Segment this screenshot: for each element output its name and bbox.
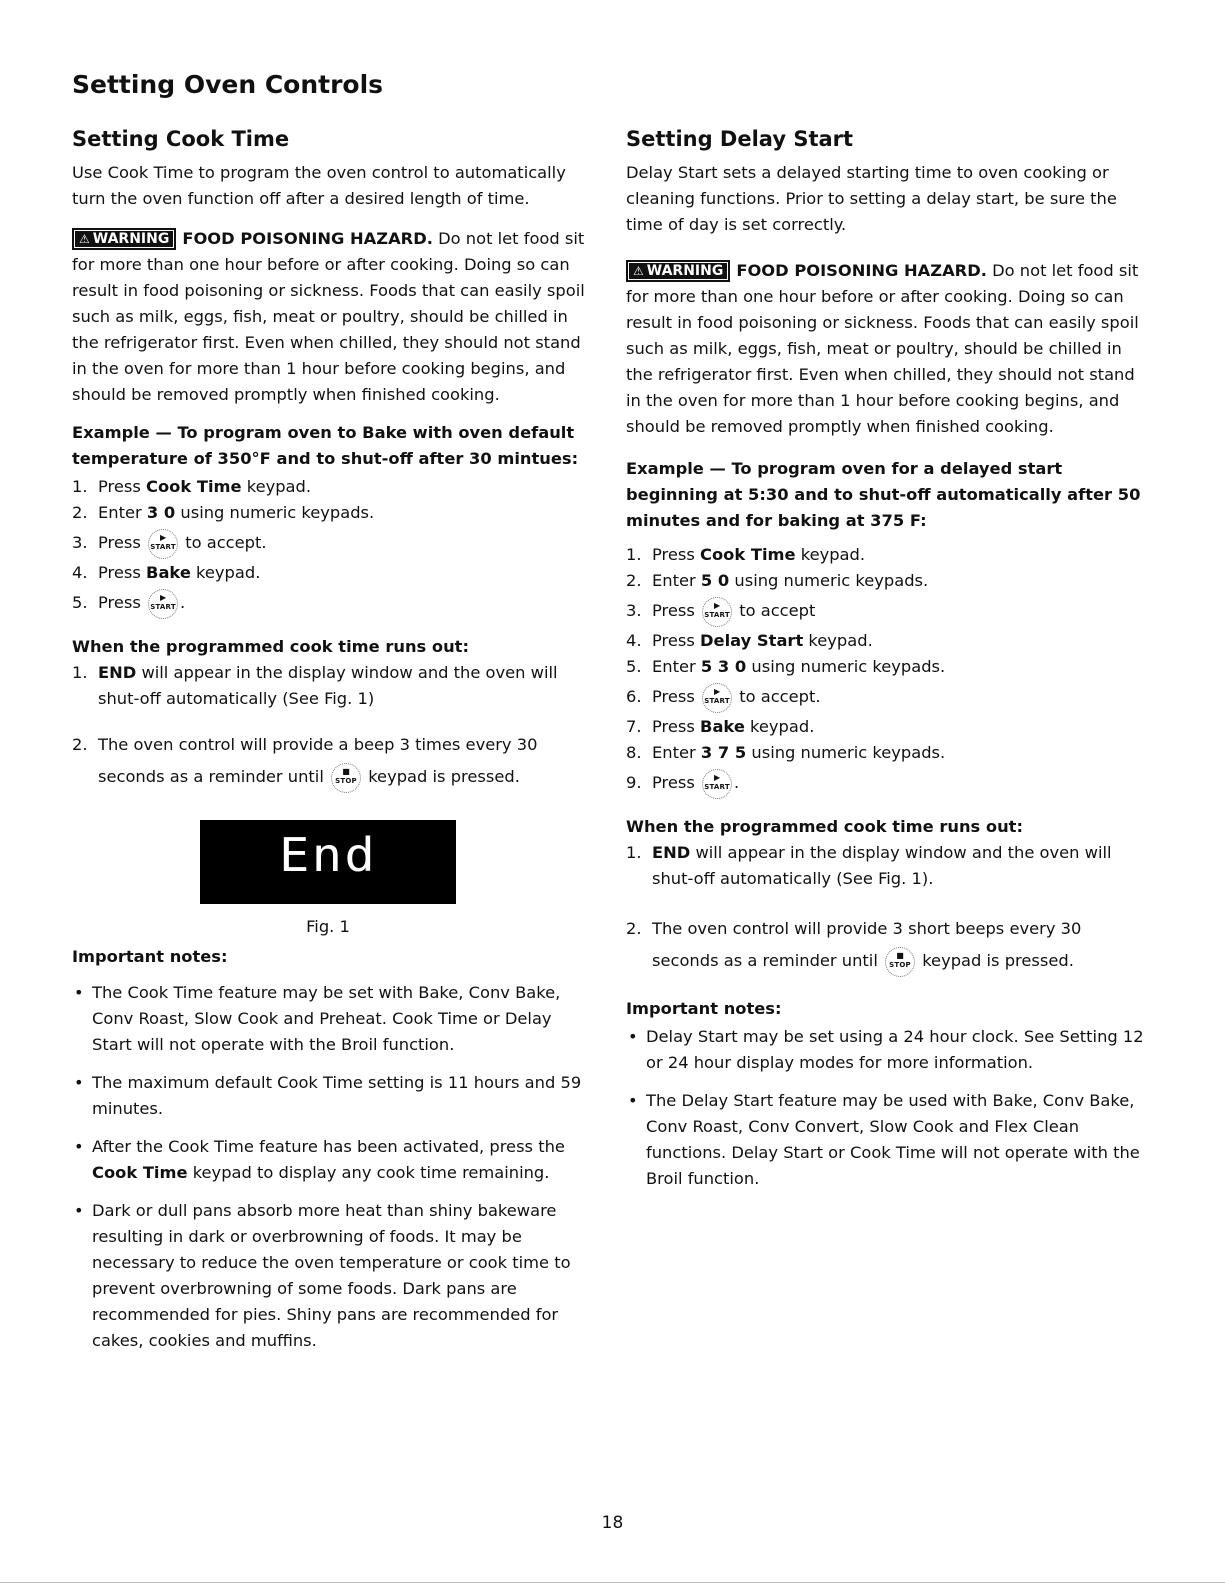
step-number: 6. <box>626 687 642 706</box>
page-number: 18 <box>601 1513 624 1533</box>
step-bold: Bake <box>146 563 191 582</box>
step-text: Enter <box>98 503 147 522</box>
warning-triangle-icon: ⚠ <box>79 232 90 246</box>
step-number: 5. <box>72 593 88 612</box>
section-title: Setting Delay Start <box>626 127 854 151</box>
list-item <box>626 740 1151 766</box>
step-list <box>626 542 1151 800</box>
step-bold: Cook Time <box>146 477 242 496</box>
step-text: will appear in the display window and the oven will shut-off automatically (See Fig. 1) <box>98 663 558 708</box>
hazard-title: FOOD POISONING HAZARD. <box>182 229 433 248</box>
step-number: 2. <box>72 735 88 754</box>
step-text: Press <box>98 477 147 496</box>
bullet: • <box>74 983 84 1002</box>
step-bold: 5 3 0 <box>700 657 747 676</box>
keypad-label: START <box>704 782 730 791</box>
step-text: Press <box>652 687 701 706</box>
step-text: Press <box>652 631 701 650</box>
note-text: The Delay Start feature may be used with Bake, Conv Bake, Conv Roast, Conv Convert, Slow Cook and Flex Clean functions. Delay Start or Cook Time will not operate with the Broil function. <box>646 1091 1140 1188</box>
warning-badge <box>626 260 730 282</box>
hazard-title: FOOD POISONING HAZARD. <box>736 261 987 280</box>
keypad-label: START <box>150 602 176 611</box>
runout-list <box>626 840 1151 980</box>
stop-icon: ■ <box>342 766 350 776</box>
step-text: keypad is pressed. <box>363 767 520 786</box>
step-text: keypad. <box>744 717 815 736</box>
step-text: Press <box>98 593 147 612</box>
step-bold: 5 0 <box>700 571 730 590</box>
warning-label: WARNING <box>646 263 724 279</box>
step-number: 5. <box>626 657 642 676</box>
bullet: • <box>74 1201 84 1220</box>
step-text: Press <box>98 563 147 582</box>
step-text: seconds as a reminder until <box>98 767 330 786</box>
intro-text: Delay Start sets a delayed starting time to oven cooking or cleaning functions. Prior to setting a delay start, be sure the time of day is set correctly. <box>626 163 1117 234</box>
step-text: using numeric keypads. <box>175 503 375 522</box>
list-item <box>626 714 1151 740</box>
start-keypad-icon <box>702 769 732 799</box>
step-number: 2. <box>626 571 642 590</box>
warning-paragraph <box>72 226 592 408</box>
warning-label: WARNING <box>92 231 170 247</box>
note-text: The Cook Time feature may be set with Bake, Conv Bake, Conv Roast, Slow Cook and Preheat. Cook Time or Delay Start will not operate with the Broil function. <box>92 983 561 1054</box>
step-text: keypad. <box>803 631 873 650</box>
step-number: 3. <box>626 601 642 620</box>
list-item <box>72 526 592 560</box>
divider <box>0 1582 1225 1583</box>
play-icon: ▶ <box>713 686 721 696</box>
stop-keypad-icon <box>885 947 915 977</box>
step-text: seconds as a reminder until <box>652 951 884 970</box>
step-number: 7. <box>626 717 642 736</box>
list-item <box>626 1024 1151 1076</box>
play-icon: ▶ <box>713 772 721 782</box>
notes-title: Important notes: <box>626 999 782 1018</box>
step-text: Enter <box>652 743 701 762</box>
note-text: Delay Start may be set using a 24 hour clock. See Setting 12 or 24 hour display modes for more information. <box>646 1027 1144 1072</box>
step-number: 4. <box>626 631 642 650</box>
list-item <box>72 980 592 1058</box>
start-keypad-icon <box>148 589 178 619</box>
display-text: End <box>278 828 378 882</box>
runout-list <box>72 660 592 796</box>
step-text: . <box>734 773 740 792</box>
warning-triangle-icon: ⚠ <box>633 264 644 278</box>
note-text: The maximum default Cook Time setting is 11 hours and 59 minutes. <box>92 1073 582 1118</box>
step-bold: Delay Start <box>700 631 804 650</box>
step-bold: END <box>652 843 691 862</box>
step-bold: 3 7 5 <box>700 743 747 762</box>
note-text: keypad to display any cook time remaining. <box>187 1163 550 1182</box>
step-text: . <box>180 593 186 612</box>
list-item <box>626 654 1151 680</box>
stop-keypad-icon <box>331 763 361 793</box>
step-number: 1. <box>72 663 88 682</box>
note-text: After the Cook Time feature has been activated, press the <box>92 1137 565 1156</box>
bullet: • <box>628 1027 638 1046</box>
step-number: 3. <box>72 533 88 552</box>
list-item <box>626 916 1151 980</box>
list-item <box>626 594 1151 628</box>
warning-text: Do not let food sit for more than one hour before or after cooking. Doing so can result in food poisoning or sickness. Foods that can easily spoil such as milk, eggs, fish, meat or poultry, should be chilled in the refrigerator first. Even when chilled, they should not stand in the oven for more than 1 hour before cooking begins, and should be removed promptly when finished cooking. <box>626 261 1139 436</box>
step-number: 9. <box>626 773 642 792</box>
step-text: Enter <box>652 657 701 676</box>
step-text: keypad is pressed. <box>917 951 1074 970</box>
step-text: will appear in the display window and the oven will shut-off automatically (See Fig. 1). <box>652 843 1112 888</box>
play-icon: ▶ <box>159 532 167 542</box>
delay-start-section <box>626 124 1151 1204</box>
list-item <box>72 500 592 526</box>
step-text: to accept. <box>734 687 821 706</box>
bullet: • <box>628 1091 638 1110</box>
intro-text: Use Cook Time to program the oven control to automatically turn the oven function off after a desired length of time. <box>72 163 566 208</box>
step-text: keypad. <box>190 563 261 582</box>
step-bold: END <box>98 663 137 682</box>
note-bold: Cook Time <box>92 1163 188 1182</box>
list-item <box>72 1198 592 1354</box>
bullet: • <box>74 1137 84 1156</box>
list-item <box>626 628 1151 654</box>
step-number: 2. <box>626 919 642 938</box>
keypad-label: START <box>150 542 176 551</box>
keypad-label: START <box>704 696 730 705</box>
list-item <box>626 1088 1151 1192</box>
step-text: keypad. <box>795 545 866 564</box>
step-text: using numeric keypads. <box>746 743 946 762</box>
start-keypad-icon <box>148 529 178 559</box>
notes-list <box>626 1024 1151 1192</box>
list-item <box>72 586 592 620</box>
step-text: The oven control will provide 3 short beeps every 30 <box>652 919 1082 938</box>
step-text: to accept. <box>180 533 267 552</box>
step-text: using numeric keypads. <box>746 657 946 676</box>
step-list <box>72 474 592 620</box>
section-title: Setting Cook Time <box>72 127 290 151</box>
step-text: using numeric keypads. <box>729 571 929 590</box>
step-number: 4. <box>72 563 88 582</box>
start-keypad-icon <box>702 683 732 713</box>
step-number: 1. <box>626 545 642 564</box>
step-text: Enter <box>652 571 701 590</box>
list-item <box>626 542 1151 568</box>
example-title: Example — To program oven for a delayed start beginning at 5:30 and to shut-off automatically after 50 minutes and for baking at 375 F: <box>626 459 1141 530</box>
step-number: 1. <box>72 477 88 496</box>
list-item <box>72 1134 592 1186</box>
notes-list <box>72 980 592 1354</box>
bullet: • <box>74 1073 84 1092</box>
runout-title: When the programmed cook time runs out: <box>72 637 469 656</box>
step-bold: Cook Time <box>700 545 796 564</box>
step-text: Press <box>652 717 701 736</box>
step-number: 2. <box>72 503 88 522</box>
step-bold: Bake <box>700 717 745 736</box>
example-title: Example — To program oven to Bake with oven default temperature of 350°F and to shut-off after 30 mintues: <box>72 423 579 468</box>
stop-icon: ■ <box>896 950 904 960</box>
step-number: 1. <box>626 843 642 862</box>
play-icon: ▶ <box>159 592 167 602</box>
warning-text: Do not let food sit for more than one hour before or after cooking. Doing so can result in food poisoning or sickness. Foods that can easily spoil such as milk, eggs, fish, meat or poultry, should be chilled in the refrigerator first. Even when chilled, they should not stand in the oven for more than 1 hour before cooking begins, and should be removed promptly when finished cooking. <box>72 229 585 404</box>
note-text: Dark or dull pans absorb more heat than shiny bakeware resulting in dark or overbrowning of foods. It may be necessary to reduce the oven temperature or cook time to prevent overbrowning of some foods. Dark pans are recommended for pies. Shiny pans are recommended for cakes, cookies and muffins. <box>92 1201 571 1350</box>
list-item <box>72 732 592 796</box>
start-keypad-icon <box>702 597 732 627</box>
figure-caption: Fig. 1 <box>306 917 350 936</box>
list-item <box>626 840 1151 892</box>
notes-title: Important notes: <box>72 947 228 966</box>
step-text: Press <box>98 533 147 552</box>
list-item <box>626 680 1151 714</box>
keypad-label: STOP <box>889 960 911 969</box>
runout-title: When the programmed cook time runs out: <box>626 817 1023 836</box>
keypad-label: STOP <box>335 776 357 785</box>
list-item <box>626 568 1151 594</box>
warning-badge <box>72 228 176 250</box>
list-item <box>72 560 592 586</box>
play-icon: ▶ <box>713 600 721 610</box>
step-text: Press <box>652 601 701 620</box>
step-bold: 3 0 <box>146 503 176 522</box>
list-item <box>626 766 1151 800</box>
page-title: Setting Oven Controls <box>72 70 384 99</box>
list-item <box>72 660 592 712</box>
step-text: Press <box>652 773 701 792</box>
step-text: Press <box>652 545 701 564</box>
cook-time-section <box>72 124 592 1366</box>
keypad-label: START <box>704 610 730 619</box>
oven-display-figure <box>200 820 456 904</box>
warning-paragraph <box>626 258 1151 440</box>
step-number: 8. <box>626 743 642 762</box>
list-item <box>72 474 592 500</box>
step-text: to accept <box>734 601 816 620</box>
list-item <box>72 1070 592 1122</box>
step-text: keypad. <box>241 477 312 496</box>
step-text: The oven control will provide a beep 3 times every 30 <box>98 735 538 754</box>
